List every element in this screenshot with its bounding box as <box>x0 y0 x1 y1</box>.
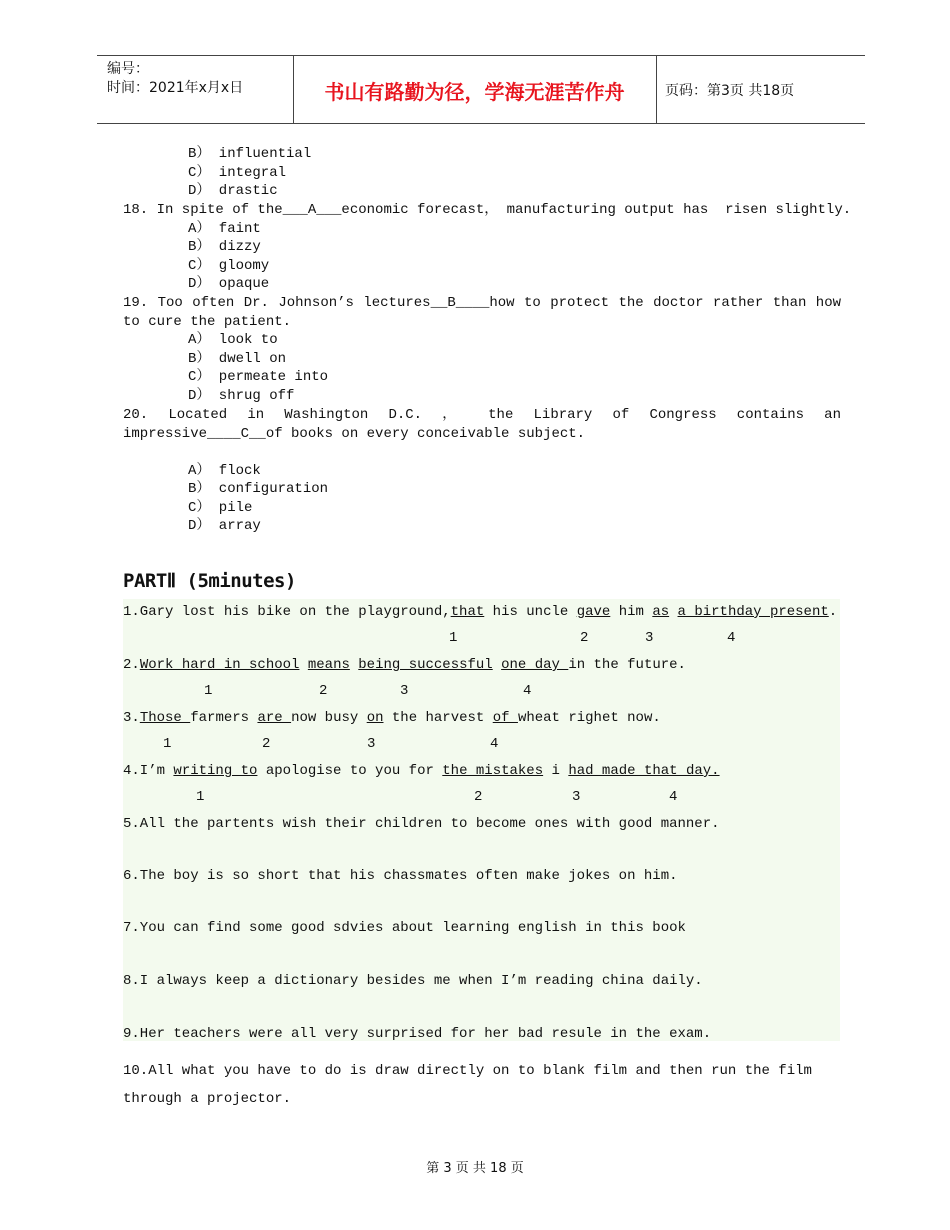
text-segment <box>493 657 501 673</box>
text-segment: farmers <box>190 710 258 726</box>
marker-number: 1 <box>449 630 458 646</box>
page-footer: 第 3 页 共 18 页 <box>426 1161 524 1176</box>
marker-number: 4 <box>669 789 678 805</box>
marker-number: 2 <box>262 736 271 752</box>
sentence-2 <box>123 656 686 674</box>
code-label: 编号： <box>107 61 149 77</box>
underlined-segment: of <box>492 710 518 726</box>
header-divider <box>656 56 657 123</box>
option-text: D） array <box>188 518 261 534</box>
marker-number: 3 <box>367 736 376 752</box>
question-stem: to cure the patient. <box>123 314 292 330</box>
marker-number: 3 <box>572 789 581 805</box>
option-text: D） drastic <box>188 183 278 199</box>
marker-number: 2 <box>319 683 328 699</box>
marker-number: 1 <box>196 789 205 805</box>
sentence-7: 7.You can find some good sdvies about learning english in this book <box>123 920 686 936</box>
underlined-segment: writing to <box>173 763 258 779</box>
text-segment: apologise to you for <box>257 763 443 779</box>
sentence-8: 8.I always keep a dictionary besides me when I’m reading china daily. <box>123 973 703 989</box>
option-text: B） configuration <box>188 481 329 497</box>
header-motto: 书山有路勤为径，学海无涯苦作舟 <box>324 80 625 104</box>
underlined-segment: being successful <box>358 657 493 673</box>
option-text: B） dwell on <box>188 351 287 367</box>
text-segment: 4.I’m <box>123 763 174 779</box>
marker-number: 4 <box>523 683 532 699</box>
option-text: B） dizzy <box>188 239 261 255</box>
question-stem: 19. Too often Dr. Johnson’s lectures__B____how to protect the doctor rather than how <box>123 295 841 311</box>
option-text: C） integral <box>188 165 287 181</box>
marker-number: 4 <box>490 736 499 752</box>
sentence-3 <box>123 709 661 727</box>
underlined-segment: Work hard in school <box>139 657 300 673</box>
text-segment: 3. <box>123 710 140 726</box>
sentence-4 <box>123 762 720 780</box>
option-text: A） look to <box>188 332 278 348</box>
text-segment: the harvest <box>383 710 493 726</box>
text-segment: i <box>543 763 569 779</box>
text-segment: him <box>610 604 653 620</box>
text-segment: wheat righet now. <box>517 710 661 726</box>
page-header <box>97 55 865 124</box>
question-stem: 18. In spite of the___A___economic forecast， manufacturing output has risen slightly. <box>123 202 852 218</box>
underlined-segment: Those <box>139 710 191 726</box>
underlined-segment: a birthday present <box>677 604 829 620</box>
sentence-1 <box>123 603 837 621</box>
option-text: C） gloomy <box>188 258 270 274</box>
text-segment: his uncle <box>484 604 577 620</box>
header-page-label: 页码：第3页 共18页 <box>665 83 795 99</box>
time-label: 时间：2021年x月x日 <box>107 80 244 96</box>
underlined-segment: on <box>366 710 384 726</box>
header-meta <box>107 60 243 98</box>
marker-number: 2 <box>580 630 589 646</box>
text-segment: in the future. <box>568 657 686 673</box>
text-segment <box>299 657 307 673</box>
option-text: B） influential <box>188 146 312 162</box>
underlined-segment: as <box>652 604 670 620</box>
text-segment <box>669 604 677 620</box>
sentence-10: 10.All what you have to do is draw directly on to blank film and then run the film <box>123 1063 812 1079</box>
option-text: A） faint <box>188 221 261 237</box>
sentence-9: 9.Her teachers were all very surprised for her bad resule in the exam. <box>123 1026 712 1042</box>
marker-number: 2 <box>474 789 483 805</box>
option-text: D） opaque <box>188 276 270 292</box>
underlined-segment: gave <box>576 604 611 620</box>
option-text: A） flock <box>188 463 261 479</box>
sentence-10-continued: through a projector. <box>123 1091 292 1107</box>
text-segment: 1.Gary lost his bike on the playground, <box>123 604 451 620</box>
text-segment: now busy <box>291 710 367 726</box>
underlined-segment: the mistakes <box>442 763 544 779</box>
question-stem: 20. Located in Washington D.C. ， the Library of Congress contains an <box>123 407 841 423</box>
option-text: C） permeate into <box>188 369 329 385</box>
underlined-segment: are <box>257 710 292 726</box>
option-text: C） pile <box>188 500 253 516</box>
sentence-5: 5.All the partents wish their children to become ones with good manner. <box>123 816 720 832</box>
underlined-segment: means <box>307 657 350 673</box>
question-stem: impressive____C__of books on every conceivable subject. <box>123 426 586 442</box>
text-segment: . <box>828 604 838 620</box>
marker-number: 3 <box>400 683 409 699</box>
underlined-segment: one day <box>501 657 569 673</box>
option-text: D） shrug off <box>188 388 295 404</box>
marker-number: 1 <box>163 736 172 752</box>
marker-number: 4 <box>727 630 736 646</box>
text-segment: 2. <box>123 657 140 673</box>
section-title: PARTⅡ (5minutes) <box>123 570 296 592</box>
marker-number: 3 <box>645 630 654 646</box>
underlined-segment: that <box>450 604 485 620</box>
underlined-segment: had made that day. <box>568 763 720 779</box>
sentence-6: 6.The boy is so short that his chassmates often make jokes on him. <box>123 868 678 884</box>
marker-number: 1 <box>204 683 213 699</box>
